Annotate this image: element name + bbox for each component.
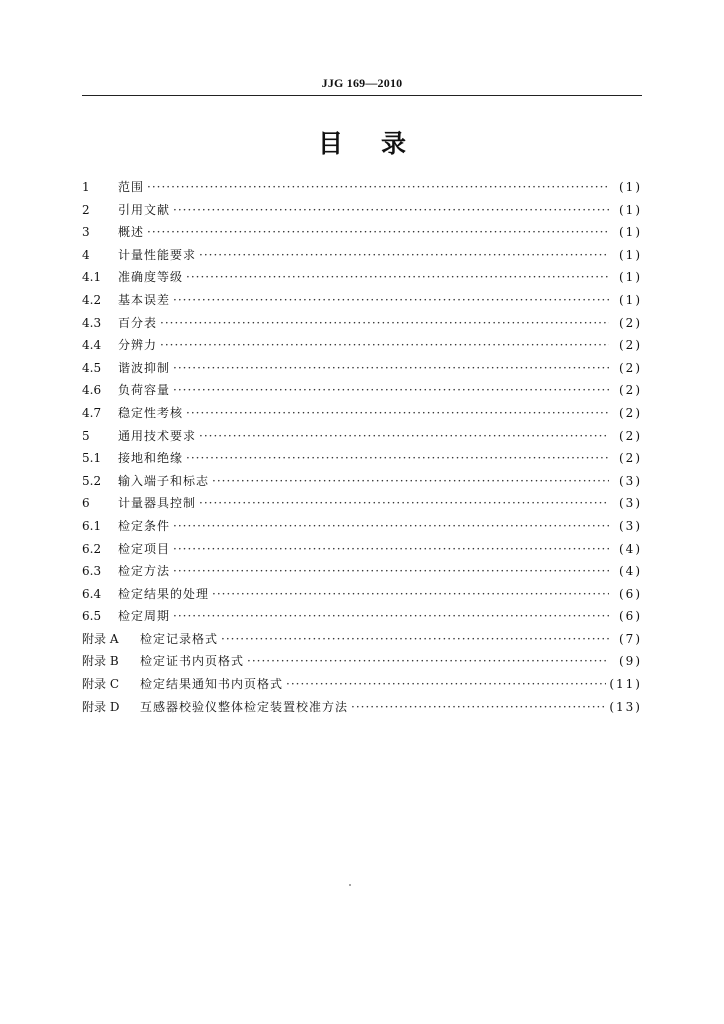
header-rule xyxy=(82,95,642,96)
toc-entry-page: (3) xyxy=(619,518,642,533)
toc-entry[interactable] xyxy=(82,402,642,425)
toc-leader-dots xyxy=(247,650,609,673)
toc-entry-title: 准确度等级 xyxy=(118,270,184,285)
toc-entry[interactable] xyxy=(82,492,642,515)
toc-entry-page: (1) xyxy=(619,247,642,262)
toc-entry[interactable] xyxy=(82,334,642,357)
toc-entry-page: (4) xyxy=(619,541,642,556)
toc-leader-dots xyxy=(147,221,609,244)
toc-leader-dots xyxy=(173,379,609,402)
toc-entry-number: 6.3 xyxy=(82,564,102,579)
toc-entry-number: 4.6 xyxy=(82,383,102,398)
toc-leader-dots xyxy=(286,673,606,696)
toc-entry[interactable] xyxy=(82,673,642,696)
toc-entry-title: 检定证书内页格式 xyxy=(140,654,245,669)
toc-entry[interactable] xyxy=(82,650,642,673)
toc-entry[interactable] xyxy=(82,515,642,538)
toc-entry-page: (2) xyxy=(619,315,642,330)
toc-entry[interactable] xyxy=(82,425,642,448)
toc-leader-dots xyxy=(160,312,609,335)
toc-entry[interactable] xyxy=(82,379,642,402)
toc-leader-dots xyxy=(160,334,609,357)
toc-entry-page: (2) xyxy=(619,405,642,420)
table-of-contents xyxy=(82,176,642,718)
toc-entry[interactable] xyxy=(82,538,642,561)
toc-entry-page: (7) xyxy=(619,631,642,646)
toc-entry-number: 4.5 xyxy=(82,360,102,375)
toc-entry-number: 附录 A xyxy=(82,631,119,646)
toc-entry-number: 5.1 xyxy=(82,451,102,466)
toc-entry-page: (1) xyxy=(619,225,642,240)
toc-leader-dots xyxy=(173,289,609,312)
toc-entry-title: 基本误差 xyxy=(118,292,171,307)
toc-leader-dots xyxy=(186,266,609,289)
toc-entry-title: 谐波抑制 xyxy=(118,360,171,375)
toc-entry[interactable] xyxy=(82,289,642,312)
toc-entry-number: 6.1 xyxy=(82,518,102,533)
toc-entry-number: 5.2 xyxy=(82,473,102,488)
toc-leader-dots xyxy=(199,492,609,515)
toc-entry-title: 概述 xyxy=(118,225,145,240)
toc-entry-title: 检定方法 xyxy=(118,564,171,579)
toc-leader-dots xyxy=(212,583,609,606)
toc-entry[interactable] xyxy=(82,470,642,493)
toc-leader-dots xyxy=(199,425,609,448)
toc-entry[interactable] xyxy=(82,266,642,289)
toc-entry[interactable] xyxy=(82,357,642,380)
toc-entry-title: 检定结果通知书内页格式 xyxy=(140,677,284,692)
toc-entry-number: 4.2 xyxy=(82,292,102,307)
toc-entry-number: 4 xyxy=(82,247,90,262)
page-title: 目录 xyxy=(317,129,444,158)
toc-leader-dots xyxy=(199,244,609,267)
toc-entry-page: (3) xyxy=(619,473,642,488)
toc-entry-title: 检定结果的处理 xyxy=(118,586,210,601)
toc-entry-title: 检定条件 xyxy=(118,518,171,533)
toc-leader-dots xyxy=(173,515,609,538)
toc-entry-number: 6 xyxy=(82,496,90,511)
toc-leader-dots xyxy=(173,538,609,561)
toc-leader-dots xyxy=(173,199,609,222)
toc-entry-page: (2) xyxy=(619,360,642,375)
toc-entry-number: 4.7 xyxy=(82,405,102,420)
toc-entry-number: 1 xyxy=(82,180,90,194)
toc-leader-dots xyxy=(173,605,609,628)
toc-entry-page: (1) xyxy=(619,180,642,194)
toc-entry[interactable] xyxy=(82,628,642,651)
toc-entry-number: 3 xyxy=(82,225,90,240)
toc-entry-title: 检定周期 xyxy=(118,609,171,624)
toc-entry-page: (6) xyxy=(619,609,642,624)
toc-entry[interactable] xyxy=(82,560,642,583)
toc-leader-dots xyxy=(212,470,609,493)
toc-entry-title: 负荷容量 xyxy=(118,383,171,398)
toc-entry-page: (6) xyxy=(619,586,642,601)
toc-entry-page: (1) xyxy=(619,270,642,285)
toc-entry-title: 引用文献 xyxy=(118,202,171,217)
toc-entry-number: 2 xyxy=(82,202,90,217)
toc-entry-title: 检定项目 xyxy=(118,541,171,556)
toc-entry-page: (3) xyxy=(619,496,642,511)
toc-entry-page: (4) xyxy=(619,564,642,579)
toc-entry-number: 6.2 xyxy=(82,541,102,556)
toc-entry-page: (11) xyxy=(609,677,642,692)
toc-entry-title: 接地和绝缘 xyxy=(118,451,184,466)
toc-entry-page: (2) xyxy=(619,428,642,443)
toc-entry-number: 附录 B xyxy=(82,654,119,669)
toc-entry[interactable] xyxy=(82,696,642,719)
toc-entry-title: 百分表 xyxy=(118,315,158,330)
toc-entry-title: 互感器校验仪整体检定装置校准方法 xyxy=(140,699,349,714)
toc-entry-number: 6.4 xyxy=(82,586,102,601)
toc-entry-number: 6.5 xyxy=(82,609,102,624)
toc-entry-title: 计量器具控制 xyxy=(118,496,197,511)
toc-leader-dots xyxy=(351,696,606,719)
toc-entry[interactable] xyxy=(82,199,642,222)
toc-entry-title: 分辨力 xyxy=(118,338,158,353)
toc-entry-page: (9) xyxy=(619,654,642,669)
toc-entry-number: 4.1 xyxy=(82,270,102,285)
toc-entry[interactable] xyxy=(82,447,642,470)
toc-leader-dots xyxy=(221,628,609,651)
toc-entry-number: 4.4 xyxy=(82,338,102,353)
toc-entry-number: 5 xyxy=(82,428,90,443)
toc-entry-title: 检定记录格式 xyxy=(140,631,219,646)
toc-entry-title: 范围 xyxy=(118,180,145,194)
toc-entry-title: 通用技术要求 xyxy=(118,428,197,443)
toc-leader-dots xyxy=(173,560,609,583)
toc-entry-page: (1) xyxy=(619,292,642,307)
toc-entry[interactable] xyxy=(82,583,642,606)
toc-entry[interactable] xyxy=(82,176,642,199)
toc-leader-dots xyxy=(186,402,609,425)
toc-entry[interactable] xyxy=(82,312,642,335)
document-code-header: JJG 169—2010 xyxy=(321,76,403,90)
toc-entry-page: (2) xyxy=(619,338,642,353)
toc-entry[interactable] xyxy=(82,244,642,267)
toc-entry-page: (2) xyxy=(619,383,642,398)
toc-entry-page: (13) xyxy=(609,699,642,714)
toc-entry-number: 4.3 xyxy=(82,315,102,330)
toc-entry-title: 输入端子和标志 xyxy=(118,473,210,488)
toc-entry-title: 稳定性考核 xyxy=(118,405,184,420)
toc-entry-page: (1) xyxy=(619,202,642,217)
toc-entry-title: 计量性能要求 xyxy=(118,247,197,262)
toc-leader-dots xyxy=(173,357,609,380)
toc-entry[interactable] xyxy=(82,221,642,244)
toc-leader-dots xyxy=(186,447,609,470)
toc-leader-dots xyxy=(147,176,609,199)
scan-speck xyxy=(349,884,351,886)
toc-entry-page: (2) xyxy=(619,451,642,466)
toc-entry[interactable] xyxy=(82,605,642,628)
toc-entry-number: 附录 D xyxy=(82,699,120,714)
toc-entry-number: 附录 C xyxy=(82,677,119,692)
